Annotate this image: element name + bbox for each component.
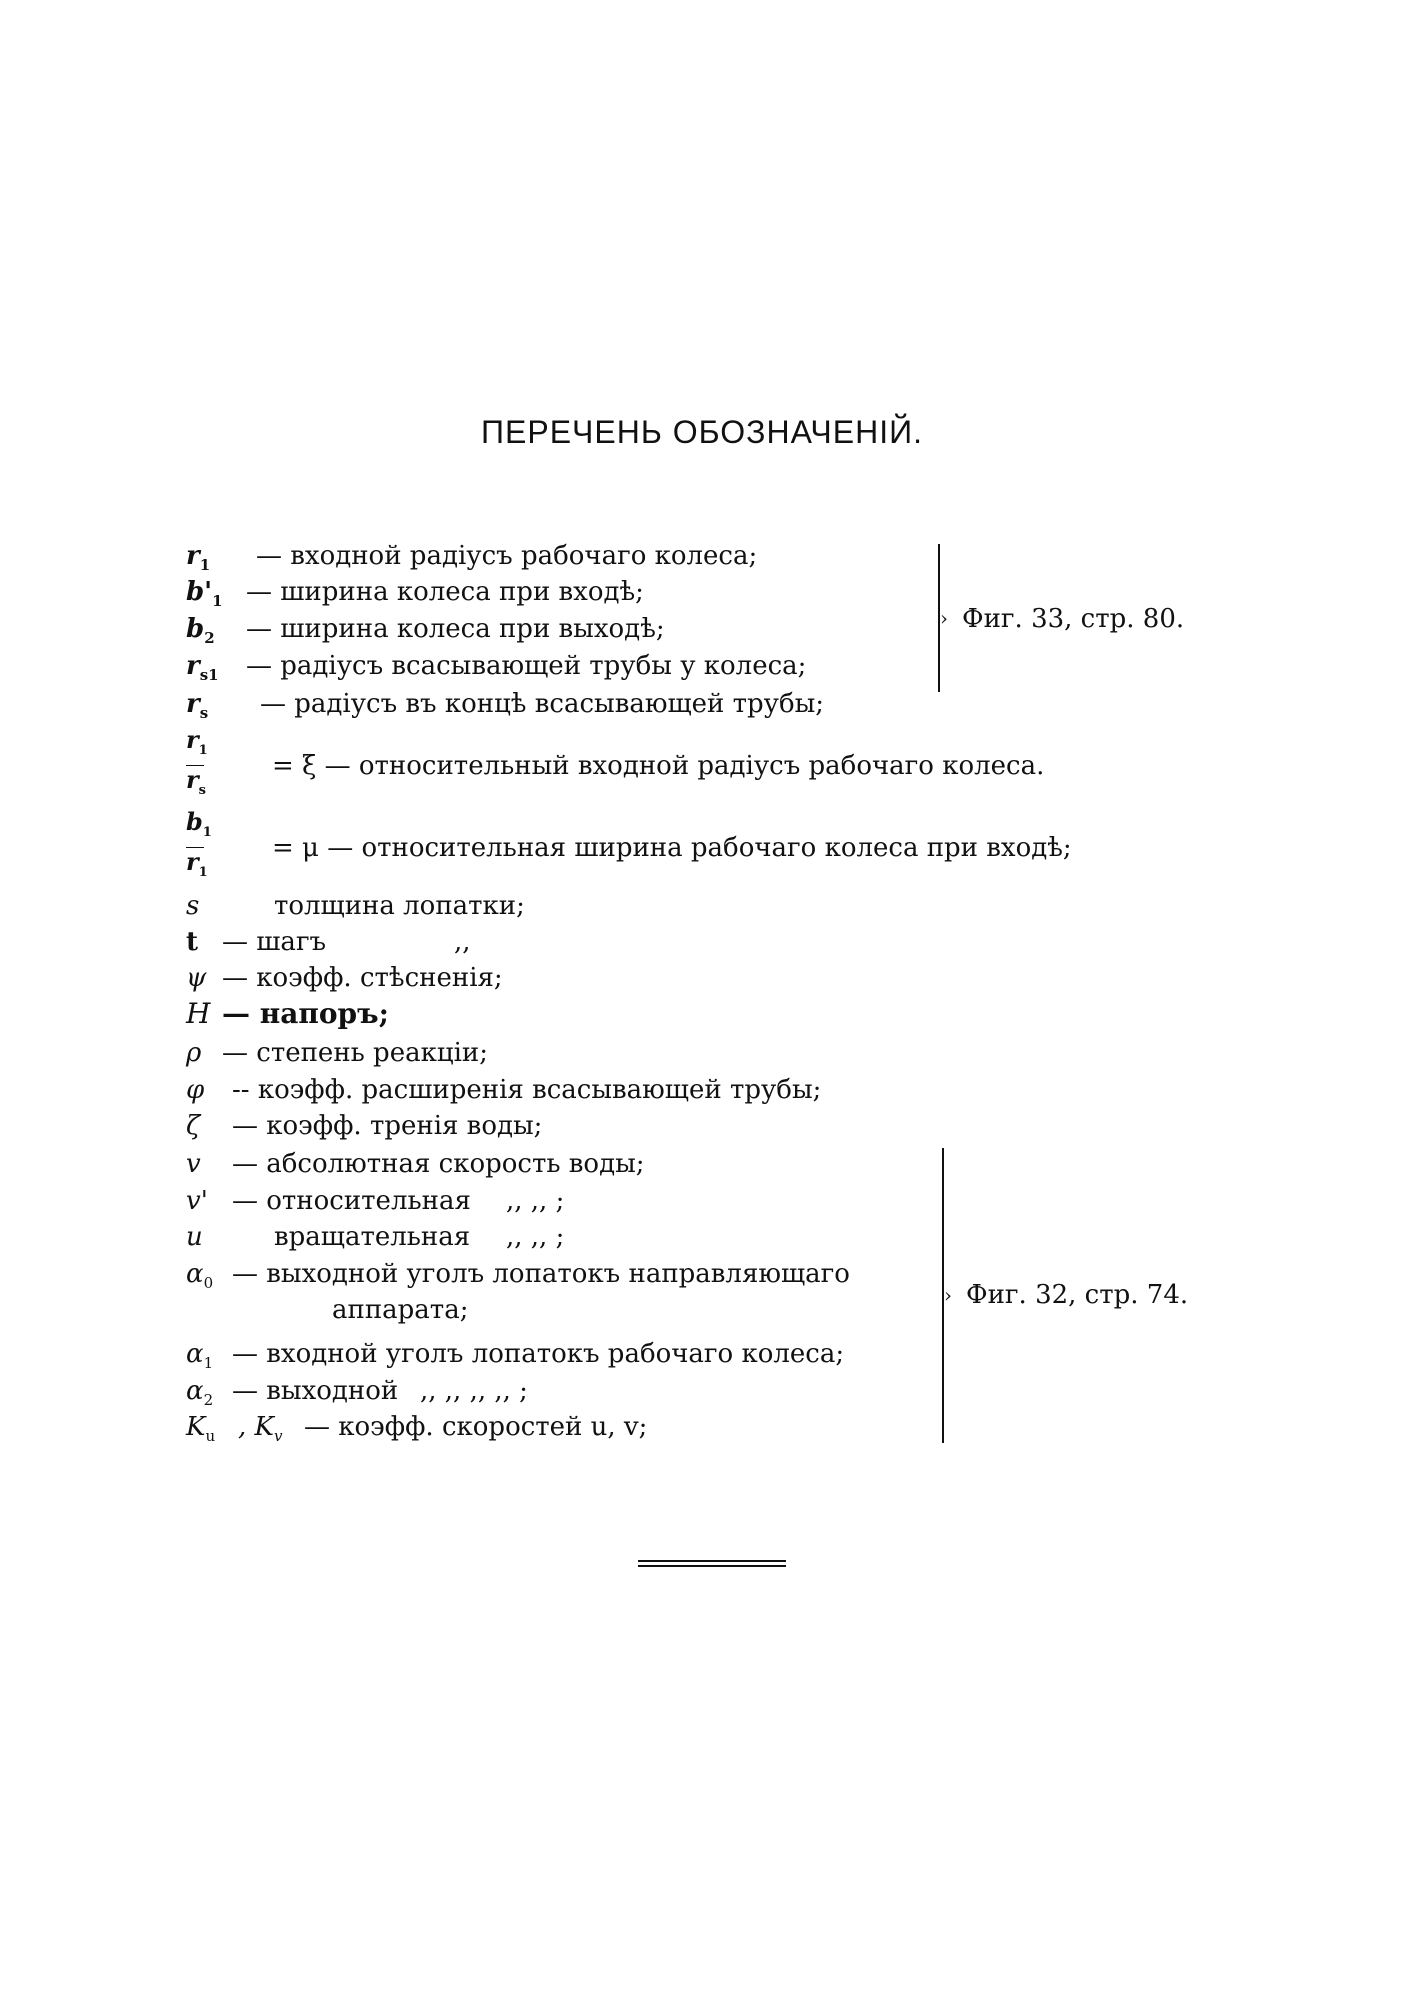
definition: толщина лопатки; [274, 891, 525, 921]
figure-reference: Фиг. 32, стр. 74. [966, 1280, 1189, 1310]
ditto-mark: ,, ,, ; [506, 1186, 565, 1216]
definition: — ширина колеса при выходѣ; [246, 614, 665, 644]
definition: — абсолютная скорость воды; [232, 1149, 645, 1179]
symbol: φ [186, 1075, 205, 1105]
symbol: $r_s$ [186, 689, 209, 723]
symbol-2: , $K_v$ [238, 1412, 283, 1446]
definition: — коэфф. скоростей u, v; [304, 1412, 648, 1442]
symbol: ψ [186, 963, 207, 993]
brace-tip-icon: › [940, 606, 948, 630]
definition: — радіусъ въ концѣ всасывающей трубы; [260, 689, 825, 719]
definition: — выходной [232, 1376, 399, 1406]
symbol: ζ [186, 1111, 201, 1141]
definition: = ξ — относительный входной радіусъ рабочаго колеса. [272, 751, 1045, 781]
definition: — напоръ; [222, 997, 389, 1030]
symbol: $r_{s1}$ [186, 651, 219, 685]
ditto-mark: ,, [454, 927, 471, 957]
page-title: ПЕРЕЧЕНЬ ОБОЗНАЧЕНІЙ. [481, 414, 923, 450]
definition: — выходной уголъ лопатокъ направляющаго [232, 1259, 850, 1289]
symbol: $\alpha_1$ [186, 1339, 214, 1373]
definition: — ширина колеса при входѣ; [246, 577, 644, 607]
definition: — относительная [232, 1186, 471, 1216]
definition: -- коэфф. расширенія всасывающей трубы; [232, 1075, 822, 1105]
definition: — шагъ [222, 927, 327, 957]
ditto-mark: ,, ,, ; [506, 1222, 565, 1252]
brace-group-1 [928, 544, 940, 692]
definition: вращательная [274, 1222, 471, 1252]
brace-group-2 [932, 1148, 944, 1443]
definition: — радіусъ всасывающей трубы у колеса; [246, 651, 807, 681]
definition: — коэфф. тренія воды; [232, 1111, 543, 1141]
definition: — степень реакціи; [222, 1038, 488, 1068]
definition: = μ — относительная ширина рабочаго колеса при входѣ; [272, 833, 1072, 863]
symbol: t [186, 927, 199, 957]
symbol: v [186, 1149, 201, 1179]
symbol: u [186, 1222, 203, 1252]
symbol: v' [186, 1186, 208, 1216]
symbol: $b'_1$ [186, 577, 223, 611]
symbol: $\alpha_0$ [186, 1259, 214, 1293]
fraction: $r_1$ $r_s$ [186, 725, 208, 798]
ditto-mark: ,, ,, ,, ,, ; [420, 1376, 528, 1406]
symbol: H [186, 997, 211, 1030]
definition: — входной радіусъ рабочаго колеса; [256, 541, 758, 571]
symbol: s [186, 891, 200, 921]
symbol: $b_2$ [186, 614, 215, 648]
figure-reference: Фиг. 33, стр. 80. [962, 604, 1185, 634]
fraction: $b_1$ $r_1$ [186, 807, 212, 880]
section-separator [638, 1560, 786, 1567]
symbol: $\alpha_2$ [186, 1376, 214, 1410]
symbol: $r_1$ [186, 541, 211, 575]
definition: — входной уголъ лопатокъ рабочаго колеса; [232, 1339, 845, 1369]
definition: — коэфф. стѣсненія; [222, 963, 503, 993]
definition: аппарата; [332, 1295, 469, 1325]
symbol: ρ [186, 1038, 202, 1068]
brace-tip-icon: › [944, 1283, 952, 1307]
symbol: $K_u$ [186, 1412, 216, 1446]
